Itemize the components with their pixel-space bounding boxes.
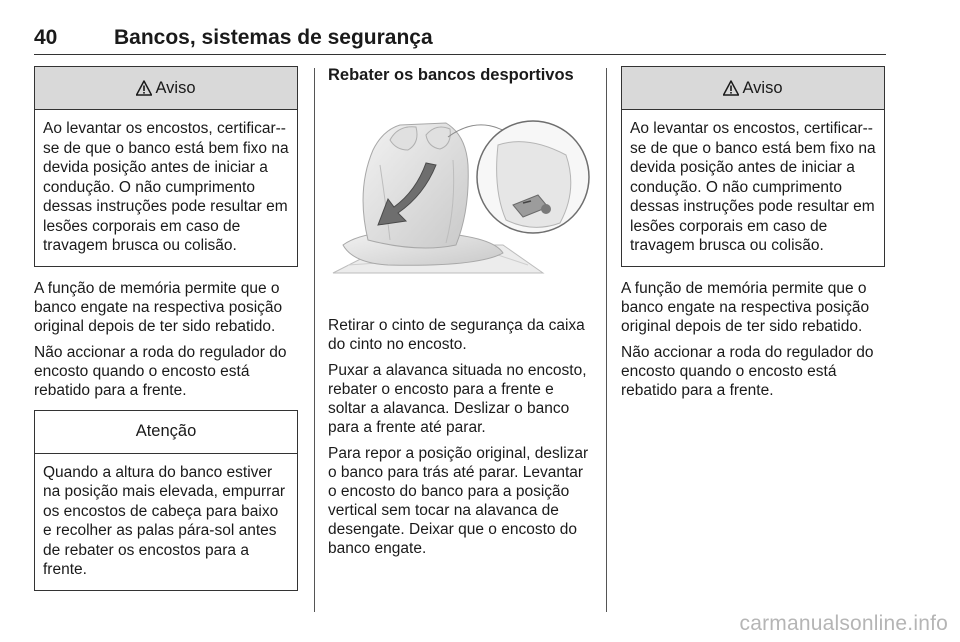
column-2 [328,66,594,558]
column-divider-left [314,68,315,612]
warning-triangle-icon [723,80,739,96]
column-1 [34,66,298,591]
paragraph-remove-belt: Retirar o cinto de segurança da caixa do cinto no encosto. [328,317,585,353]
seat-folding-illustration [328,95,590,277]
warning-text: Ao levantar os encostos, certificar--se de que o banco está bem fixo na devida posição antes de iniciar a condução. O não cumprimento dessas instruções pode resultar em lesões corporais em caso de travagem brusca ou colisão. [43,120,289,254]
caution-box [34,410,298,591]
section-heading: Rebater os bancos desportivos [328,66,574,84]
caution-title: Atenção [135,422,197,440]
warning-title: Aviso [155,78,196,97]
warning-box [34,66,298,267]
page-header [34,26,886,55]
warning-title-right: Aviso [742,78,783,97]
warning-text-right: Ao levantar os encostos, certificar--se de que o banco está bem fixo na devida posição antes de iniciar a condução. O não cumprimento dessas instruções pode resultar em lesões corporais em caso de travagem brusca ou colisão. [630,120,876,254]
column-3 [621,66,885,400]
caution-text: Quando a altura do banco estiver na posição mais elevada, empurrar os encostos de cabeça para baixo e recolher as palas pára-sol antes de rebater os encostos para a frente. [43,463,286,578]
paragraph-memory-function: A função de memória permite que o banco engate na respectiva posição original depois de ter sido rebatido. [34,279,283,335]
chapter-title: Bancos, sistemas de segurança [114,26,433,49]
paragraph-memory-function-right: A função de memória permite que o banco engate na respectiva posição original depois de ter sido rebatido. [621,279,870,335]
warning-box-right-header [622,67,884,110]
warning-box-right [621,66,885,267]
paragraph-regulator-wheel-right: Não accionar a roda do regulador do encosto quando o encosto está rebatido para a frente. [621,343,874,399]
column-divider-right [606,68,607,612]
paragraph-pull-lever: Puxar a alavanca situada no encosto, rebater o encosto para a frente e soltar a alavanca. Deslizar o banco para a frente até parar. [328,362,587,436]
watermark: carmanualsonline.info [739,612,948,635]
page-number: 40 [34,26,58,49]
caution-box-header [35,411,297,454]
paragraph-restore-position: Para repor a posição original, deslizar o banco para trás até parar. Levantar o encosto do banco para a posição vertical sem tocar na alavanca de desengate. Deixar que o encosto do banco engate. [328,445,589,557]
warning-triangle-icon [136,80,152,96]
warning-box-header [35,67,297,110]
paragraph-regulator-wheel: Não accionar a roda do regulador do encosto quando o encosto está rebatido para a frente. [34,343,287,399]
